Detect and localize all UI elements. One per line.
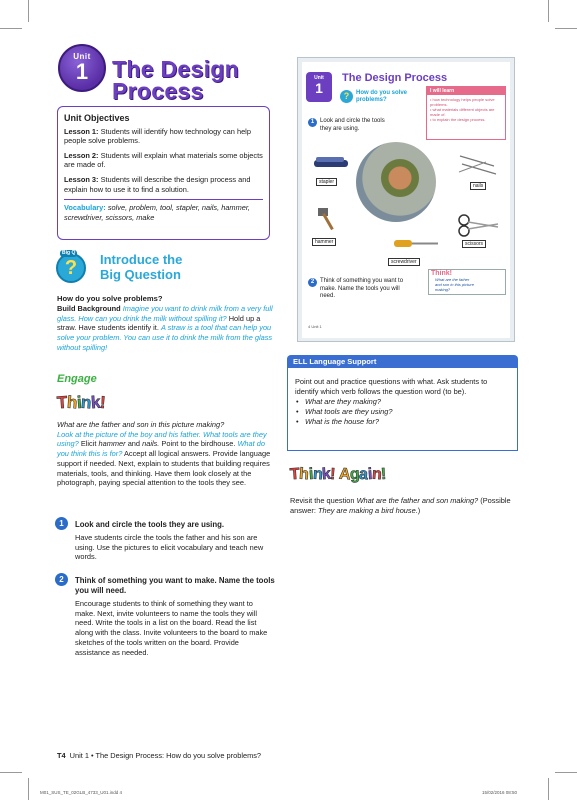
student-step-1-text: Look and circle the tools they are using. xyxy=(320,118,385,132)
think-again-letter: k xyxy=(321,465,331,484)
think-again-letter: i xyxy=(367,465,373,484)
vocabulary-words: solve, problem, tool, stapler, nails, hammer, screwdriver, scissors, make xyxy=(64,203,250,222)
slug-file: M01_SUS_TE_02GLB_4733_U01.indd 4 xyxy=(40,790,123,795)
unit-objectives-box xyxy=(57,106,270,240)
think-again-plain-2: (Possible answer: xyxy=(290,496,511,515)
objective-lesson-3 xyxy=(64,175,263,194)
big-question-icon-tag: Big Q xyxy=(62,250,76,256)
student-page-inner xyxy=(302,62,510,338)
student-page-footer: 4 Unit 1 xyxy=(308,324,322,329)
student-page-unit-badge xyxy=(306,72,332,102)
lesson-1-label: Lesson 1: xyxy=(64,126,99,136)
vocabulary-label: Vocabulary: xyxy=(64,203,106,213)
slug-date: 15/02/2016 08:50 xyxy=(482,790,518,795)
page-footer xyxy=(57,751,261,760)
think-again-answer: They are making a bird house. xyxy=(317,505,418,515)
build-background-explanation: A straw is a tool that can help you solve your problem. You can use it to drink the milk from the glass without spilling! xyxy=(57,323,273,352)
build-background-instruction: Hold up a straw. Have students identify it. xyxy=(57,313,261,333)
unit-title-line2: Process xyxy=(112,78,204,104)
i-will-learn-list xyxy=(427,95,505,124)
ell-box xyxy=(287,368,518,451)
engage-prompt-2: What do you think this is for? xyxy=(57,439,265,459)
unit-title-line1: The Design xyxy=(112,56,239,82)
introduce-title-line1: Introduce the xyxy=(100,252,183,267)
student-think-handwriting: making? xyxy=(435,287,451,292)
think-again-letter: n xyxy=(371,465,382,484)
engage-text-3: Point to the birdhouse. xyxy=(161,439,236,449)
student-think-title: Think! xyxy=(431,270,452,277)
engage-text-1: Elicit xyxy=(80,439,97,449)
label-scissors: scissors xyxy=(462,240,486,248)
think-letter: k xyxy=(90,392,101,413)
ell-item: • What are they making? xyxy=(295,397,510,407)
student-step-2-number: 2 xyxy=(308,278,317,287)
nails-icon xyxy=(456,152,500,180)
i-will-learn-box xyxy=(426,86,506,140)
student-think-handwriting: and son in this picture xyxy=(435,282,474,287)
student-page-thumbnail xyxy=(297,57,515,342)
student-think-box xyxy=(428,269,506,295)
ell-list xyxy=(295,397,510,426)
think-letter: h xyxy=(66,392,78,413)
think-letter: i xyxy=(76,392,82,413)
think-again-question: What are the father and son making? xyxy=(356,496,479,505)
lesson-3-text: Students will describe the design process and explain how to use it to find a solution. xyxy=(64,174,251,194)
label-nails: nails xyxy=(470,182,486,190)
engage-heading: Engage xyxy=(57,373,97,385)
hammer-icon xyxy=(310,204,356,234)
think-again-letter: g xyxy=(349,465,360,484)
introduce-title xyxy=(100,252,182,282)
ell-intro: Point out and practice questions with what. Ask students to identify which verb follows the question word (to be). xyxy=(295,377,488,396)
learn-item: • what materials different objects are made of. xyxy=(430,107,495,117)
lesson-1-text: Students will identify how technology can help people solve problems. xyxy=(64,126,251,146)
step-2-number: 2 xyxy=(55,573,68,586)
student-page-question-icon: ? xyxy=(340,90,353,103)
vocabulary-line xyxy=(64,199,263,222)
student-page-title: The Design Process xyxy=(342,72,448,84)
think-again-plain-3: ) xyxy=(417,505,421,515)
father-son-photo xyxy=(356,142,436,222)
engage-text-2: and xyxy=(127,439,141,449)
ell-item: • What tools are they using? xyxy=(295,407,510,417)
build-background-paragraph xyxy=(57,304,275,353)
think-again-letter: i xyxy=(307,465,314,484)
think-again-letter: ! xyxy=(380,465,387,484)
engage-paragraph xyxy=(57,420,275,488)
unit-badge xyxy=(58,44,106,92)
label-hammer: hammer xyxy=(312,238,336,246)
step-1-number: 1 xyxy=(55,517,68,530)
think-again-heading xyxy=(290,466,386,484)
introduce-title-line2: Big Question xyxy=(100,267,181,282)
engage-prompt-1: Look at the picture of the boy and his father. What tools are they using? xyxy=(57,429,267,449)
engage-word-nails: nails. xyxy=(142,439,160,449)
screwdriver-icon xyxy=(392,234,442,254)
label-screwdriver: screwdriver xyxy=(388,258,420,266)
think-again-letter: n xyxy=(311,465,323,484)
big-question-icon: Big Q ? xyxy=(56,253,86,283)
learn-item: • how technology helps people solve problems. xyxy=(430,97,495,107)
lesson-2-text: Students will explain what materials some objects are made of. xyxy=(64,150,263,170)
think-again-letter: T xyxy=(289,465,300,484)
lesson-3-label: Lesson 3: xyxy=(64,174,99,184)
think-heading xyxy=(57,393,105,413)
student-page-question: How do you solve problems? xyxy=(356,90,408,103)
page-number: T4 xyxy=(57,751,66,760)
learn-item: • to explain the design process. xyxy=(430,117,486,122)
step-2-text: Encourage students to think of something they want to make. Next, invite volunteers to name the tools they will need. Write the tools in a list on the board. Read the list along with the class. Invite volunteers to the board to make sketches of the tools written on the board. Provide assistance as needed. xyxy=(75,599,268,657)
engage-question: What are the father and son in this picture making? xyxy=(57,420,225,429)
engage-text-4: Accept all logical answers. Provide language support if needed. Next, explain to students that building requires materials, tools, and thinking. Have them look closely at the photograph, paying special attention to the tools they see. xyxy=(57,449,271,488)
objectives-heading: Unit Objectives xyxy=(64,113,130,123)
ell-heading: ELL Language Support xyxy=(287,355,518,368)
build-background-prompt: Imagine you want to drink milk from a very full glass. How can you drink the milk without spilling it? xyxy=(57,304,273,323)
think-again-letter: h xyxy=(298,465,310,484)
student-page-unit-label: Unit xyxy=(314,75,324,81)
big-question-text: How do you solve problems? xyxy=(57,294,163,303)
engage-word-hammer: hammer xyxy=(98,439,126,449)
think-again-letter: A xyxy=(338,465,351,484)
objective-lesson-2 xyxy=(64,151,263,170)
student-step-1-number: 1 xyxy=(308,118,317,127)
think-again-letter: ! xyxy=(329,465,336,484)
scissors-icon xyxy=(456,212,502,238)
ell-item: • What is the house for? xyxy=(295,417,510,427)
student-step-2-text: Think of something you want to make. Name the tools you will need. xyxy=(320,278,404,299)
think-letter: ! xyxy=(99,392,106,413)
lesson-2-label: Lesson 2: xyxy=(64,150,99,160)
i-will-learn-heading: I will learn xyxy=(427,87,505,95)
student-think-handwriting: What are the father xyxy=(435,277,470,282)
think-letter: T xyxy=(56,392,68,413)
unit-label: Unit xyxy=(73,52,91,61)
unit-number: 1 xyxy=(75,59,89,84)
think-again-text xyxy=(290,496,518,515)
think-again-plain-1: Revisit the question xyxy=(290,496,355,505)
label-stapler: stapler xyxy=(316,178,337,186)
think-letter: n xyxy=(80,392,92,413)
build-background-label: Build Background xyxy=(57,304,121,313)
stapler-icon xyxy=(312,154,352,172)
footer-text: Unit 1 • The Design Process: How do you solve problems? xyxy=(69,751,262,760)
step-1-title: Look and circle the tools they are using. xyxy=(75,520,225,529)
student-page-unit-number: 1 xyxy=(315,80,323,96)
unit-title xyxy=(112,58,239,102)
objective-lesson-1 xyxy=(64,127,263,146)
step-2-title: Think of something you want to make. Name the tools you will need. xyxy=(75,576,275,595)
think-again-letter: a xyxy=(358,465,369,484)
step-1-text: Have students circle the tools the father and his son are using. Use the pictures to elicit vocabulary and teach new words. xyxy=(75,533,264,562)
